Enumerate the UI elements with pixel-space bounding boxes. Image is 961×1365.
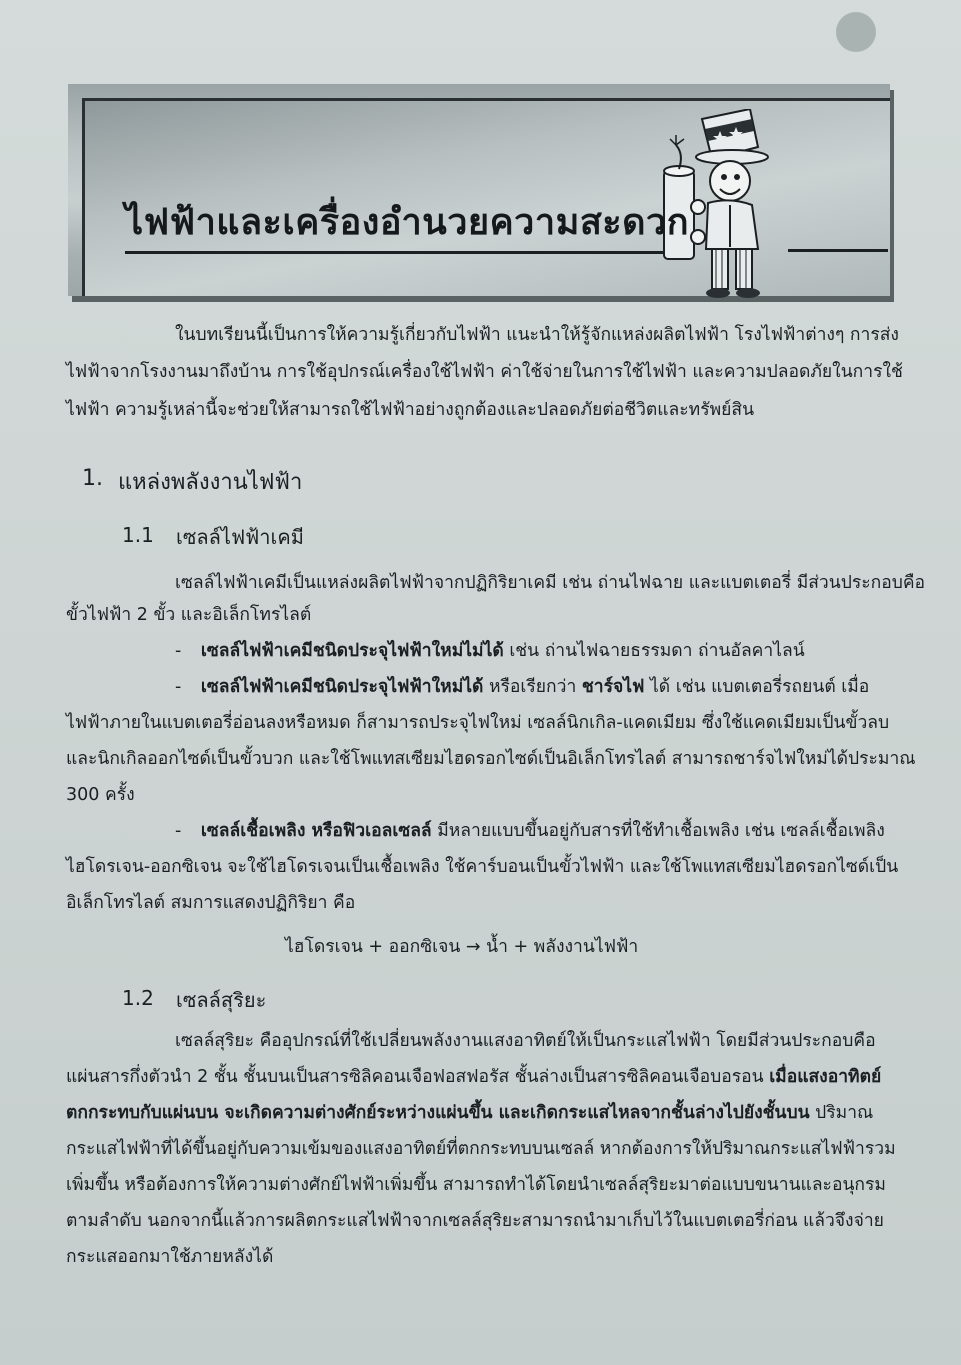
s12-line-1: เซลล์สุริยะ คืออุปกรณ์ที่ใช้เปลี่ยนพลังงานแสงอาทิตย์ให้เป็นกระแสไฟฟ้า โดยมีส่วนประกอบคือ [175, 1031, 876, 1051]
bullet-fuel-cell [175, 816, 885, 844]
section-1-number: 1. [82, 466, 103, 491]
bullet-rechargeable-line-2: ไฟฟ้าภายในแบตเตอรี่อ่อนลงหรือหมด ก็สามารถประจุไฟใหม่ เซลล์นิกเกิล-แคดเมียม ซึ่งใช้แคดเมียมเป็นขั้วลบ [66, 713, 890, 733]
section-1-heading: แหล่งพลังงานไฟฟ้า [118, 470, 303, 495]
bullet-primary-cell-term: เซลล์ไฟฟ้าเคมีชนิดประจุไฟฟ้าใหม่ไม่ได้ [200, 641, 504, 661]
bullet-dash: - [175, 641, 182, 661]
bullet-rechargeable-cell [175, 672, 869, 700]
bullet-rechargeable-text: ได้ เช่น แบตเตอรี่รถยนต์ เมื่อ [644, 677, 870, 697]
s12-line-2-bold: เมื่อแสงอาทิตย์ [769, 1067, 882, 1087]
bullet-rechargeable-term: เซลล์ไฟฟ้าเคมีชนิดประจุไฟฟ้าใหม่ได้ [200, 677, 484, 697]
intro-line-3: ไฟฟ้า ความรู้เหล่านี้จะช่วยให้สามารถใช้ไฟฟ้าอย่างถูกต้องและปลอดภัยต่อชีวิตและทรัพย์สิน [66, 400, 755, 420]
bullet-fuel-cell-term: เซลล์เชื้อเพลิง หรือฟิวเอลเซลล์ [200, 821, 432, 841]
s11-para-line-1: เซลล์ไฟฟ้าเคมีเป็นแหล่งผลิตไฟฟ้าจากปฏิกิริยาเคมี เช่น ถ่านไฟฉาย และแบตเตอรี่ มีส่วนประกอบคือ [175, 573, 926, 593]
s11-para-line-2: ขั้วไฟฟ้า 2 ขั้ว และอิเล็กโทรไลต์ [66, 605, 312, 625]
bullet-rechargeable-mid: หรือเรียกว่า [483, 677, 582, 697]
s12-line-6: ตามลำดับ นอกจากนี้แล้วการผลิตกระแสไฟฟ้าจากเซลล์สุริยะสามารถนำมาเก็บไว้ในแบตเตอรี่ก่อน แล้วจึงจ่าย [66, 1211, 884, 1231]
section-1-2-number: 1.2 [122, 986, 154, 1010]
chapter-banner [68, 84, 890, 296]
bullet-rechargeable-line-3: และนิกเกิลออกไซด์เป็นขั้วบวก และใช้โพแทสเซียมไฮดรอกไซด์เป็นอิเล็กโทรไลต์ สามารถชาร์จไฟใหม่ได้ประมาณ [66, 749, 916, 769]
s12-line-3-bold: ตกกระทบกับแผ่นบน จะเกิดความต่างศักย์ระหว่างแผ่นขึ้น และเกิดกระแสไหลจากชั้นล่างไปยังชั้นบน [66, 1103, 810, 1123]
bullet-primary-cell [175, 636, 805, 664]
s12-line-2 [66, 1062, 881, 1090]
section-1-1-number: 1.1 [122, 523, 154, 547]
page-corner-mark [836, 12, 876, 52]
chapter-title: ไฟฟ้าและเครื่องอำนวยความสะดวก [125, 202, 690, 243]
title-underline [125, 251, 665, 254]
reaction-equation: ไฮโดรเจน + ออกซิเจน → น้ำ + พลังงานไฟฟ้า [285, 937, 639, 957]
intro-line-2: ไฟฟ้าจากโรงงานมาถึงบ้าน การใช้อุปกรณ์เครื่องใช้ไฟฟ้า ค่าใช้จ่ายในการใช้ไฟฟ้า และความปลอดภัยในการใช้ [66, 362, 903, 382]
section-1-2-heading: เซลล์สุริยะ [176, 988, 267, 1012]
bullet-rechargeable-term-2: ชาร์จไฟ [581, 677, 645, 697]
s12-line-4: กระแสไฟฟ้าที่ได้ขึ้นอยู่กับความเข้มของแสงอาทิตย์ที่ตกกระทบบนเซลล์ หากต้องการให้ปริมาณกระแสไฟฟ้ารวม [66, 1139, 896, 1159]
s12-line-3 [66, 1098, 873, 1126]
bullet-fuel-cell-line-3: อิเล็กโทรไลต์ สมการแสดงปฏิกิริยา คือ [66, 893, 356, 913]
section-1-1-heading: เซลล์ไฟฟ้าเคมี [176, 525, 304, 549]
s12-line-7: กระแสออกมาใช้ภายหลังได้ [66, 1247, 274, 1267]
bullet-dash: - [175, 821, 182, 841]
decorative-line [788, 249, 888, 252]
bullet-fuel-cell-text: มีหลายแบบขึ้นอยู่กับสารที่ใช้ทำเชื้อเพลิง เช่น เซลล์เชื้อเพลิง [431, 821, 885, 841]
bullet-dash: - [175, 677, 182, 697]
bullet-rechargeable-line-4: 300 ครั้ง [66, 785, 135, 805]
s12-line-2-text: แผ่นสารกึ่งตัวนำ 2 ชั้น ชั้นบนเป็นสารซิลิคอนเจือฟอสฟอรัส ชั้นล่างเป็นสารซิลิคอนเจือบอรอน [66, 1067, 770, 1087]
s12-line-5: เพิ่มขึ้น หรือต้องการให้ความต่างศักย์ไฟฟ้าเพิ่มขึ้น สามารถทำได้โดยนำเซลล์สุริยะมาต่อแบบขนานและอนุกรม [66, 1175, 886, 1195]
banner-panel [82, 98, 890, 296]
bullet-fuel-cell-line-2: ไฮโดรเจน-ออกซิเจน จะใช้ไฮโดรเจนเป็นเชื้อเพลิง ใช้คาร์บอนเป็นขั้วไฟฟ้า และใช้โพแทสเซียมไฮดรอกไซด์เป็น [66, 857, 899, 877]
bullet-primary-cell-text: เช่น ถ่านไฟฉายธรรมดา ถ่านอัลคาไลน์ [503, 641, 805, 661]
intro-line-1: ในบทเรียนนี้เป็นการให้ความรู้เกี่ยวกับไฟฟ้า แนะนำให้รู้จักแหล่งผลิตไฟฟ้า โรงไฟฟ้าต่างๆ การส่ง [175, 325, 899, 345]
s12-line-3-text: ปริมาณ [809, 1103, 874, 1123]
